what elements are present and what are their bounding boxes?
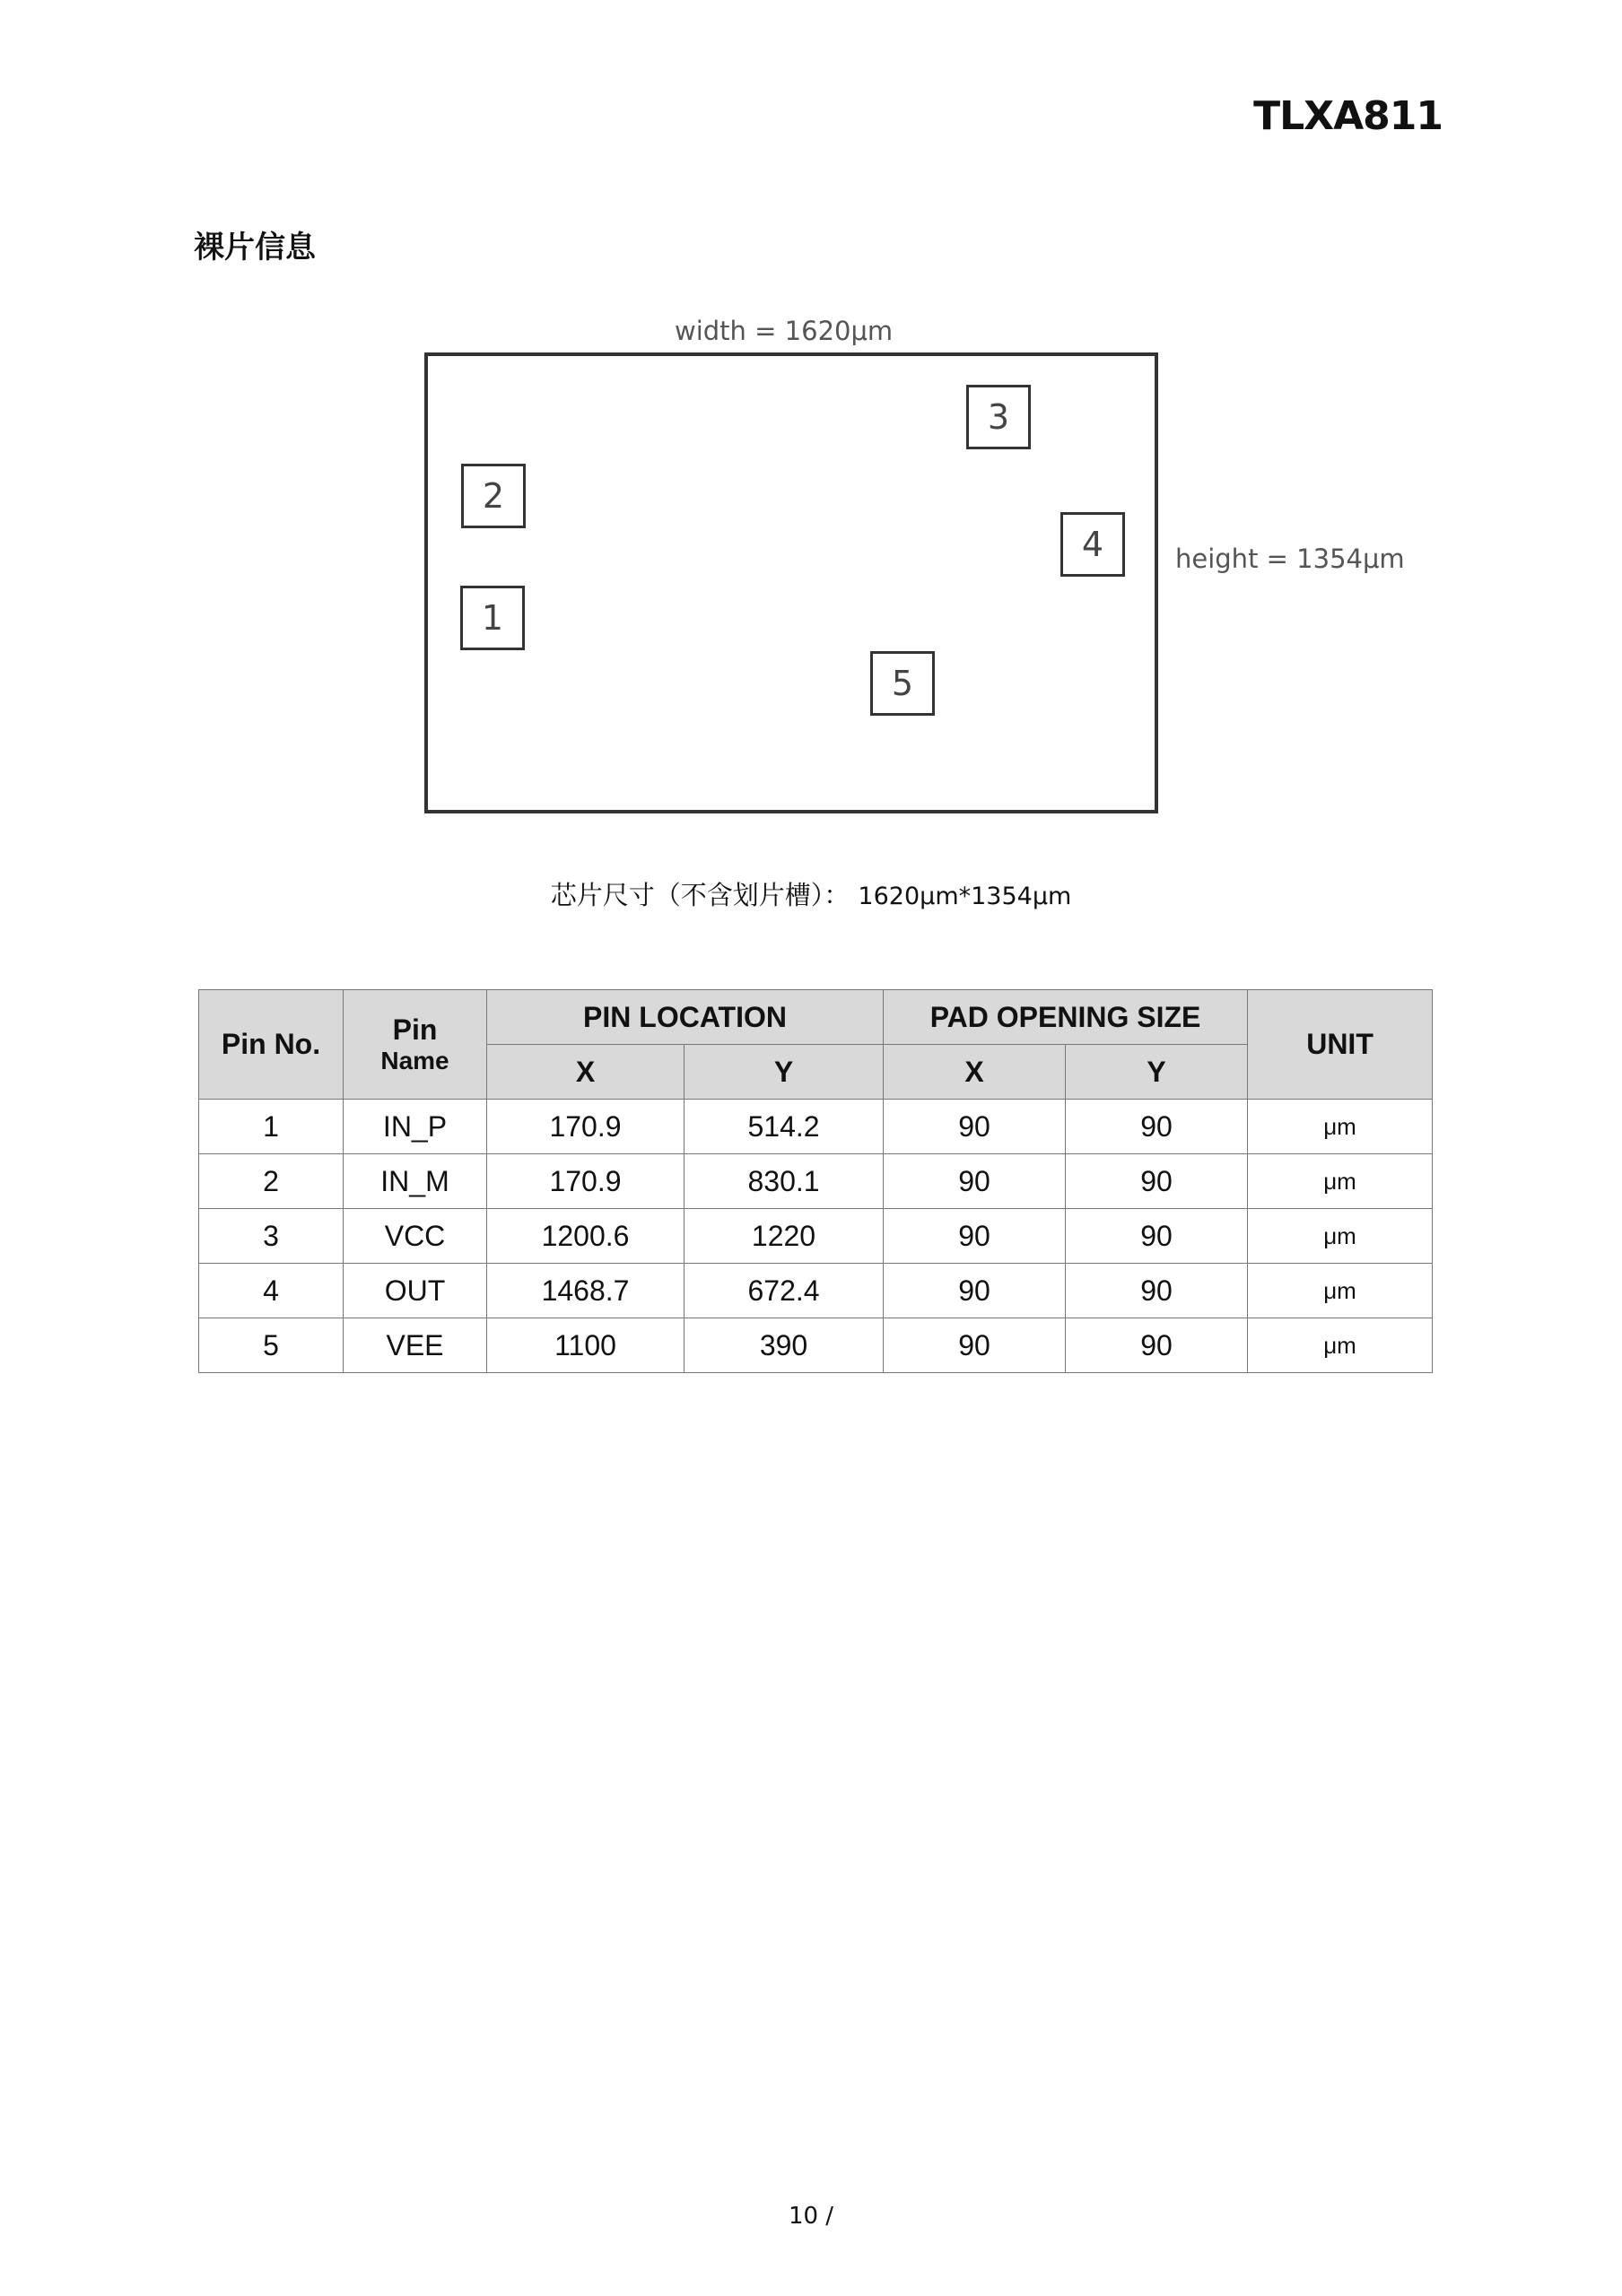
- header-pad-y: Y: [1066, 1045, 1248, 1100]
- cell-pin-no: 1: [199, 1100, 344, 1154]
- cell-loc-x: 170.9: [487, 1100, 685, 1154]
- table-row: [199, 1318, 1433, 1373]
- cell-pad-x: 90: [884, 1318, 1066, 1373]
- cell-pin-no: 2: [199, 1154, 344, 1209]
- cell-pin-name: OUT: [344, 1264, 487, 1318]
- die-outline: [424, 352, 1158, 813]
- pin-table: [198, 989, 1433, 1373]
- cell-unit: μm: [1248, 1264, 1433, 1318]
- pad-1: 1: [460, 586, 525, 650]
- section-title: 裸片信息: [194, 230, 316, 265]
- cell-unit: μm: [1248, 1100, 1433, 1154]
- cell-loc-y: 830.1: [685, 1154, 884, 1209]
- cell-pad-x: 90: [884, 1264, 1066, 1318]
- die-size-caption-text: 芯片尺寸（不含划片槽）：: [550, 880, 850, 910]
- cell-pad-x: 90: [884, 1154, 1066, 1209]
- header-name: Name: [380, 1047, 449, 1074]
- cell-loc-y: 390: [685, 1318, 884, 1373]
- header-pin-location: PIN LOCATION: [487, 990, 884, 1045]
- cell-pin-no: 4: [199, 1264, 344, 1318]
- cell-pad-y: 90: [1066, 1154, 1248, 1209]
- pad-5: 5: [870, 651, 935, 716]
- cell-pad-y: 90: [1066, 1264, 1248, 1318]
- cell-pad-y: 90: [1066, 1100, 1248, 1154]
- cell-unit: μm: [1248, 1209, 1433, 1264]
- cell-pad-x: 90: [884, 1100, 1066, 1154]
- document-id: TLXA811: [1253, 93, 1443, 139]
- table-row: [199, 1154, 1433, 1209]
- die-width-label: width = 1620μm: [675, 316, 894, 346]
- cell-loc-y: 514.2: [685, 1100, 884, 1154]
- cell-unit: μm: [1248, 1154, 1433, 1209]
- die-size-caption: [0, 875, 1622, 912]
- header-pin-no: Pin No.: [199, 990, 344, 1100]
- header-loc-y: Y: [685, 1045, 884, 1100]
- header-pad-x: X: [884, 1045, 1066, 1100]
- cell-pad-y: 90: [1066, 1209, 1248, 1264]
- cell-loc-x: 1200.6: [487, 1209, 685, 1264]
- die-size-value: 1620μm*1354μm: [858, 883, 1072, 910]
- header-loc-x: X: [487, 1045, 685, 1100]
- cell-loc-x: 1100: [487, 1318, 685, 1373]
- table-row: [199, 1100, 1433, 1154]
- pad-4: 4: [1060, 512, 1125, 577]
- cell-loc-x: 1468.7: [487, 1264, 685, 1318]
- cell-pad-x: 90: [884, 1209, 1066, 1264]
- header-pin-name: [344, 990, 487, 1100]
- pad-3: 3: [966, 385, 1031, 449]
- pad-2: 2: [461, 464, 526, 528]
- cell-pin-name: VEE: [344, 1318, 487, 1373]
- cell-loc-x: 170.9: [487, 1154, 685, 1209]
- cell-pin-name: IN_M: [344, 1154, 487, 1209]
- cell-pin-name: IN_P: [344, 1100, 487, 1154]
- cell-loc-y: 1220: [685, 1209, 884, 1264]
- page-number: 10 /: [788, 2203, 834, 2230]
- cell-pin-no: 5: [199, 1318, 344, 1373]
- table-row: [199, 1264, 1433, 1318]
- cell-pad-y: 90: [1066, 1318, 1248, 1373]
- header-unit: UNIT: [1248, 990, 1433, 1100]
- die-height-label: height = 1354μm: [1175, 544, 1405, 574]
- cell-pin-name: VCC: [344, 1209, 487, 1264]
- cell-pin-no: 3: [199, 1209, 344, 1264]
- cell-loc-y: 672.4: [685, 1264, 884, 1318]
- table-row: [199, 1209, 1433, 1264]
- header-pad-opening-size: PAD OPENING SIZE: [884, 990, 1248, 1045]
- cell-unit: μm: [1248, 1318, 1433, 1373]
- header-pin: Pin: [392, 1013, 438, 1046]
